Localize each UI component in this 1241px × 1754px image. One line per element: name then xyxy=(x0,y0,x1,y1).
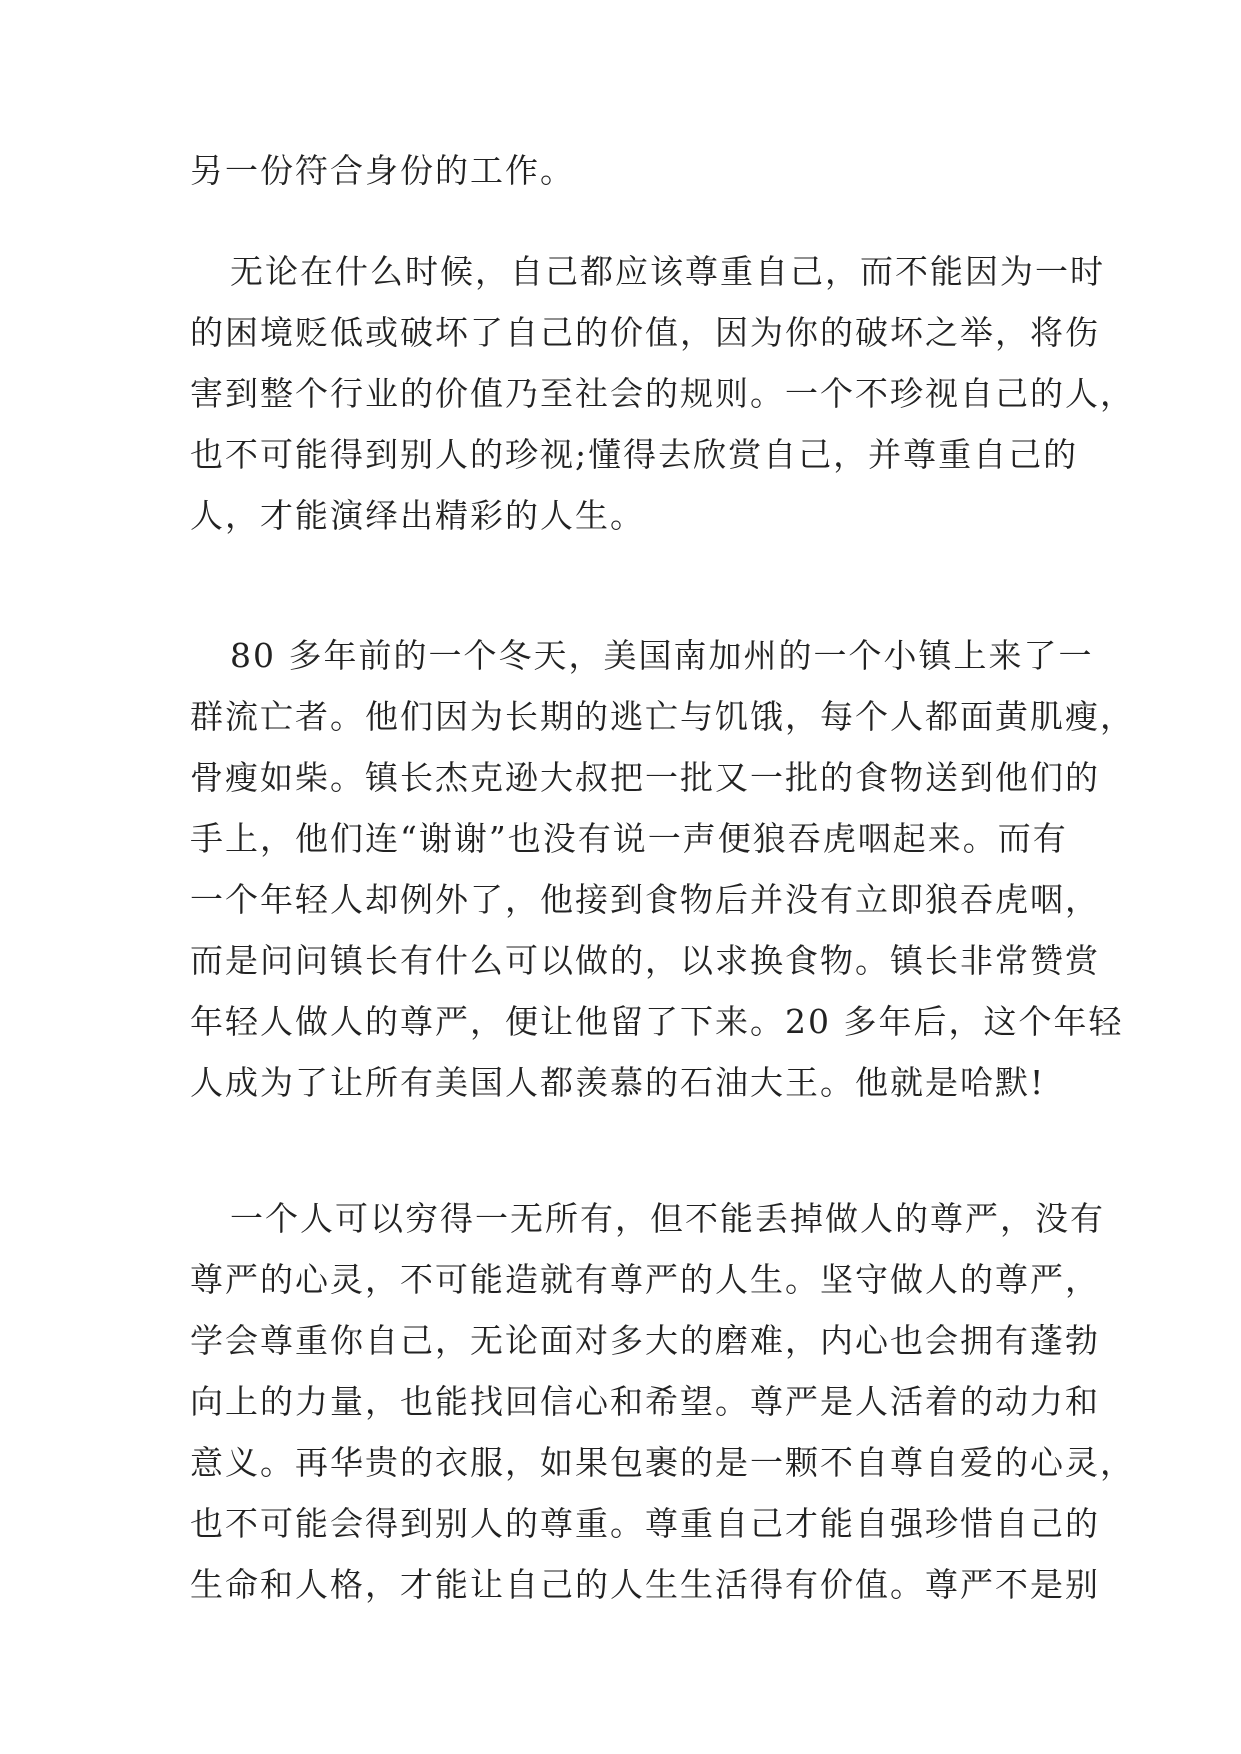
text-line: 手上，他们连“谢谢”也没有说一声便狼吞虎咽起来。而有 xyxy=(190,819,1068,858)
text-line: 80 多年前的一个冬天，美国南加州的一个小镇上来了一 xyxy=(230,636,1094,675)
text-line: 害到整个行业的价值乃至社会的规则。一个不珍视自己的人， xyxy=(190,374,1135,413)
text-line: 也不可能得到别人的珍视;懂得去欣赏自己，并尊重自己的 xyxy=(190,435,1079,474)
text-line: 骨瘦如柴。镇长杰克逊大叔把一批又一批的食物送到他们的 xyxy=(190,758,1100,797)
text-line: 生命和人格，才能让自己的人生生活得有价值。尊严不是别 xyxy=(190,1565,1100,1604)
text-line: 人，才能演绎出精彩的人生。 xyxy=(190,496,645,535)
paragraph-self-respect xyxy=(190,241,1135,546)
text-line: 另一份符合身份的工作。 xyxy=(190,151,575,190)
text-line: 群流亡者。他们因为长期的逃亡与饥饿，每个人都面黄肌瘦， xyxy=(190,697,1135,736)
text-line: 向上的力量，也能找回信心和希望。尊严是人活着的动力和 xyxy=(190,1382,1100,1421)
text-line: 年轻人做人的尊严，便让他留了下来。20 多年后，这个年轻 xyxy=(190,1002,1124,1041)
text-line: 人成为了让所有美国人都羡慕的石油大王。他就是哈默! xyxy=(190,1063,1046,1102)
paragraph-dignity xyxy=(190,1188,1135,1615)
text-line: 无论在什么时候，自己都应该尊重自己，而不能因为一时 xyxy=(230,252,1105,291)
text-line: 而是问问镇长有什么可以做的，以求换食物。镇长非常赞赏 xyxy=(190,941,1100,980)
text-line: 学会尊重你自己，无论面对多大的磨难，内心也会拥有蓬勃 xyxy=(190,1321,1100,1360)
text-line: 也不可能会得到别人的尊重。尊重自己才能自强珍惜自己的 xyxy=(190,1504,1100,1543)
text-line: 意义。再华贵的衣服，如果包裹的是一颗不自尊自爱的心灵， xyxy=(190,1443,1135,1482)
text-line: 尊严的心灵，不可能造就有尊严的人生。坚守做人的尊严， xyxy=(190,1260,1100,1299)
text-line: 的困境贬低或破坏了自己的价值，因为你的破坏之举，将伤 xyxy=(190,313,1100,352)
text-line: 一个年轻人却例外了，他接到食物后并没有立即狼吞虎咽， xyxy=(190,880,1100,919)
paragraph-hammer-story xyxy=(190,625,1135,1113)
paragraph-continuation xyxy=(190,140,1055,201)
text-line: 一个人可以穷得一无所有，但不能丢掉做人的尊严，没有 xyxy=(230,1199,1105,1238)
